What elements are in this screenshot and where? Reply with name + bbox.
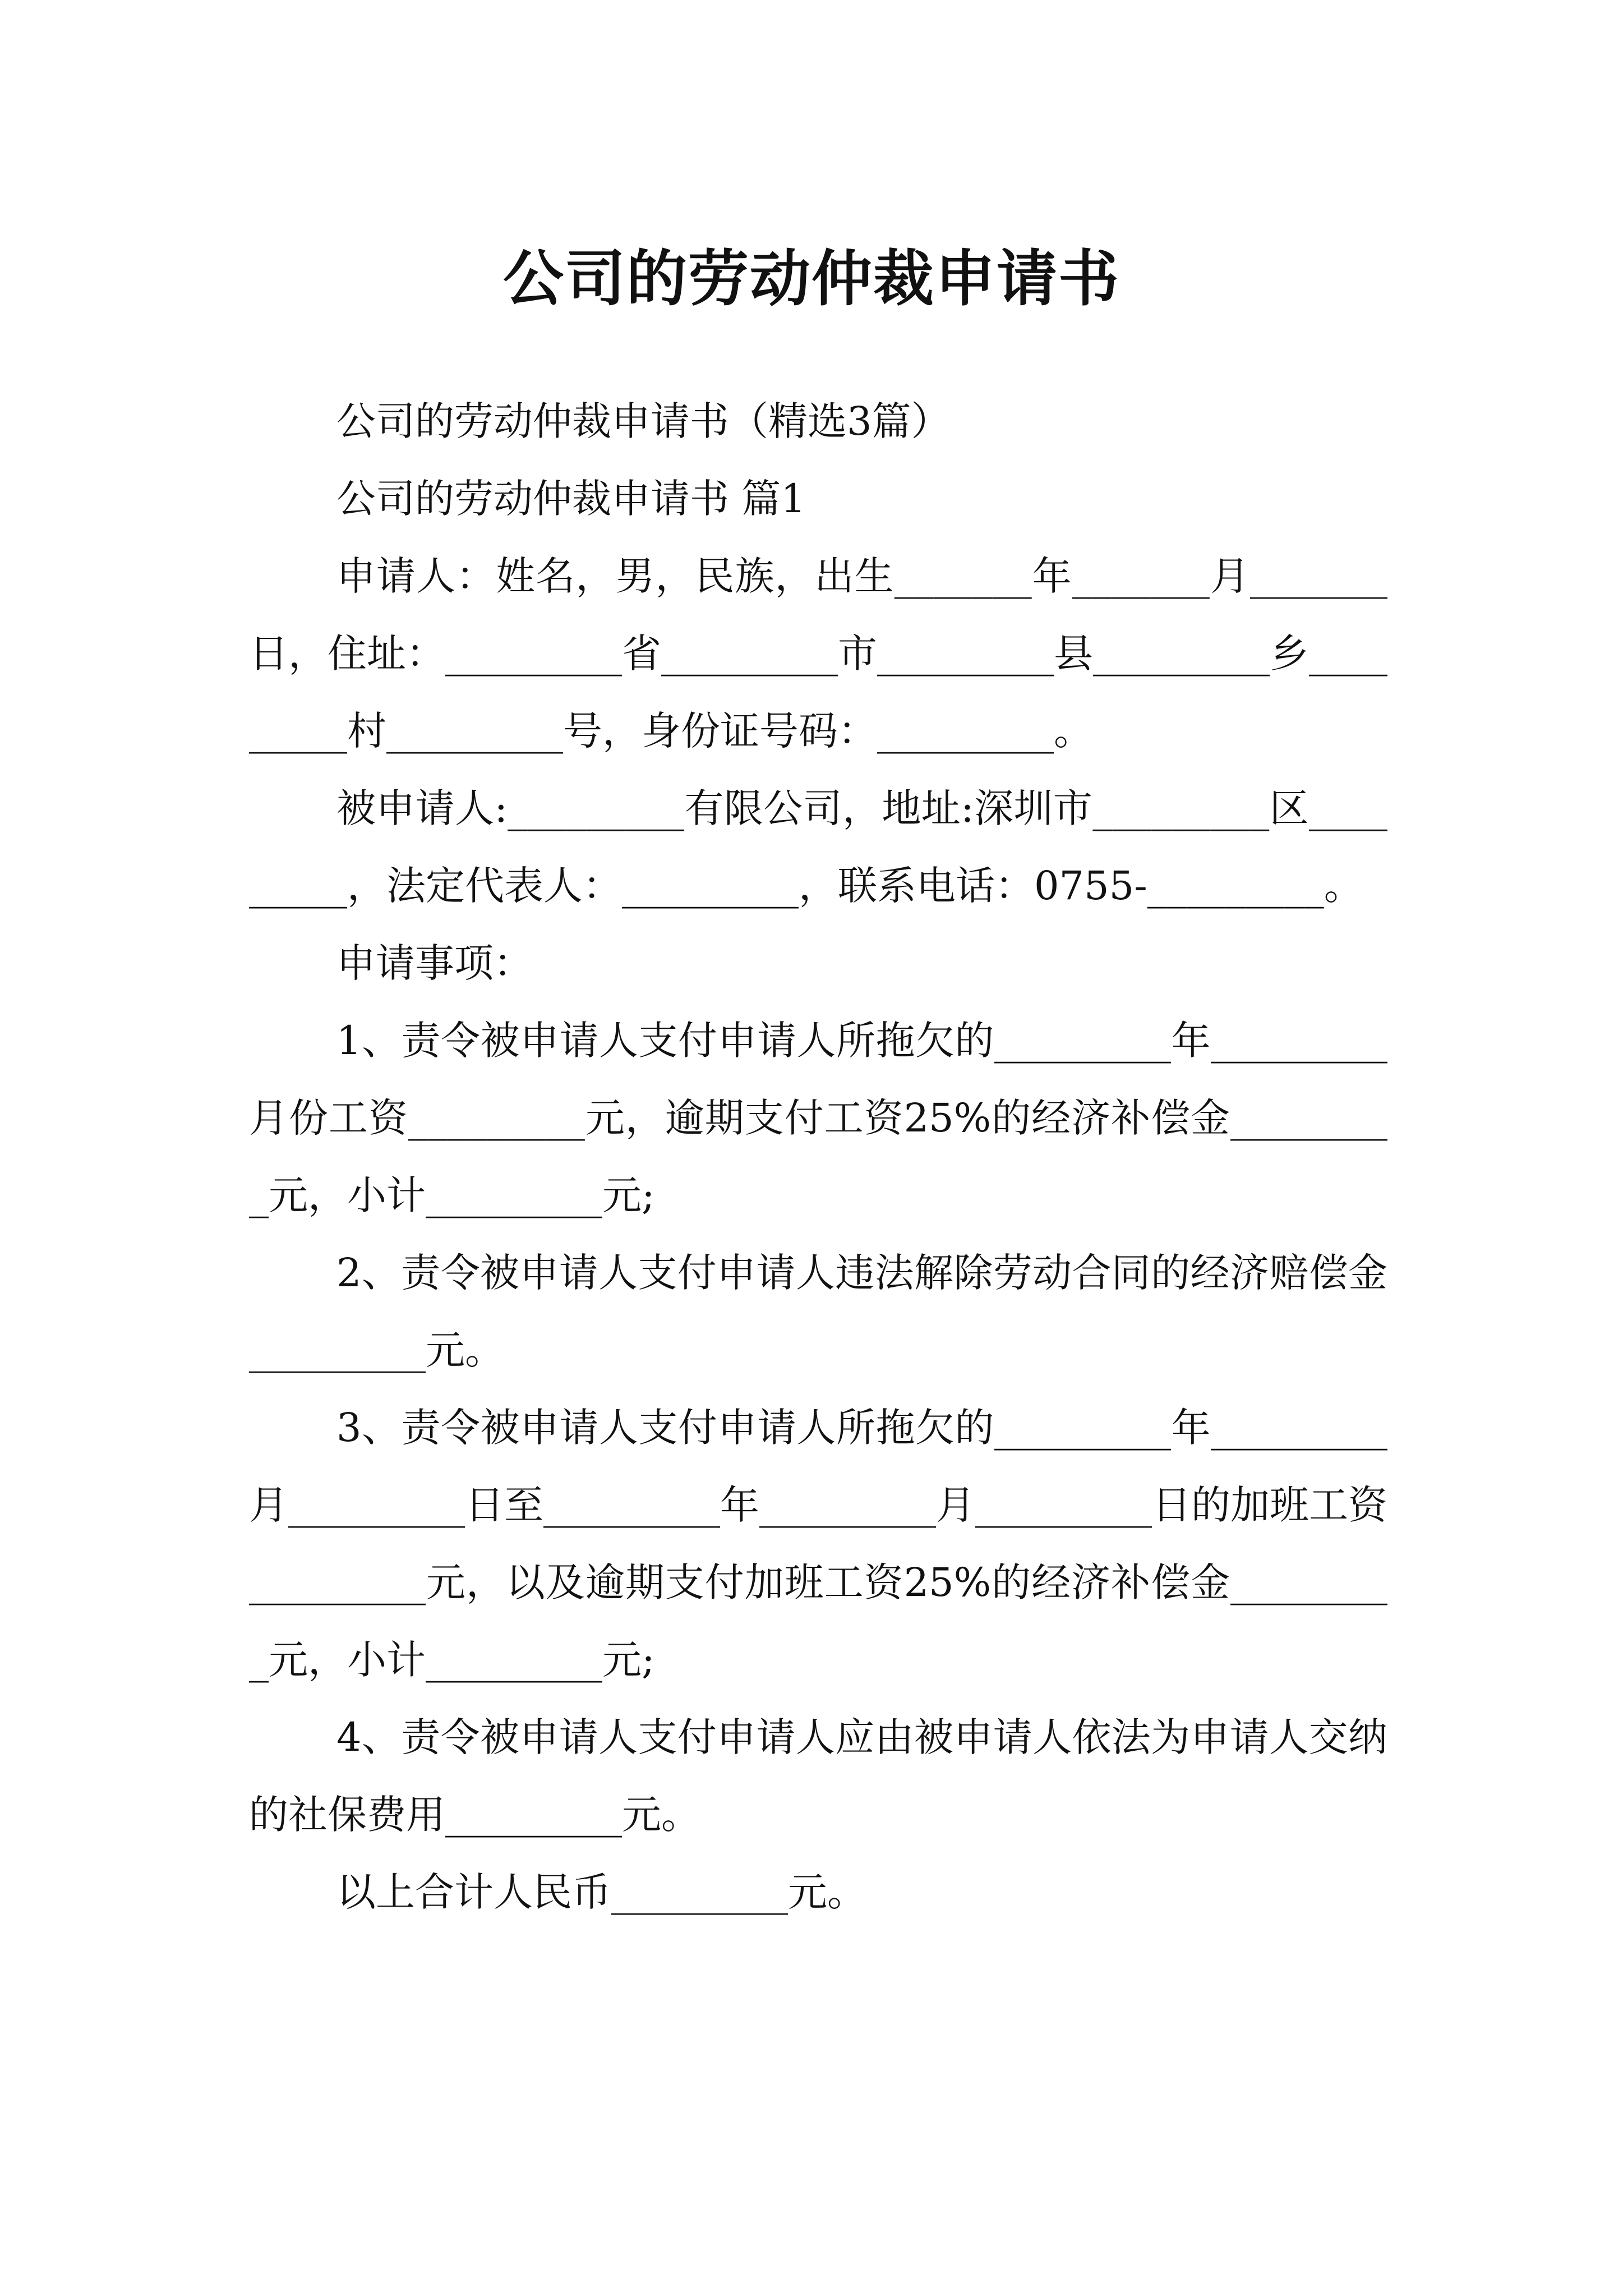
claim-item-3: 3、责令被申请人支付申请人所拖欠的_________年_________月_________日至_________年_________月_________日的加班工资_________元，以及逾期支付加班工资25%的经济补偿金_________元，小计_________元; (249, 1405, 1387, 1683)
claims-heading: 申请事项： (336, 940, 533, 986)
respondent-paragraph: 被申请人:_________有限公司，地址:深圳市_________区_________，法定代表人：_________，联系电话：0755-_________。 (249, 785, 1387, 909)
applicant-paragraph: 申请人：姓名，男，民族，出生_______年_______月_______日，住址：_________省_________市_________县_________乡_________村_________号，身份证号码：_________。 (249, 553, 1387, 754)
subtitle-paragraph: 公司的劳动仲裁申请书（精选3篇） (336, 398, 951, 444)
claim-item-1: 1、责令被申请人支付申请人所拖欠的_________年_________月份工资_________元，逾期支付工资25%的经济补偿金_________元，小计_________元; (249, 1018, 1387, 1218)
total-paragraph: 以上合计人民币_________元。 (336, 1869, 866, 1915)
document-title: 公司的劳动仲裁申请书 (502, 243, 1120, 315)
claim-item-2: 2、责令被申请人支付申请人违法解除劳动合同的经济赔偿金_________元。 (249, 1250, 1387, 1373)
document-body (249, 383, 1387, 1931)
section-heading: 公司的劳动仲裁申请书 篇1 (336, 476, 806, 522)
claim-item-4: 4、责令被申请人支付申请人应由被申请人依法为申请人交纳的社保费用_________元。 (249, 1714, 1387, 1838)
